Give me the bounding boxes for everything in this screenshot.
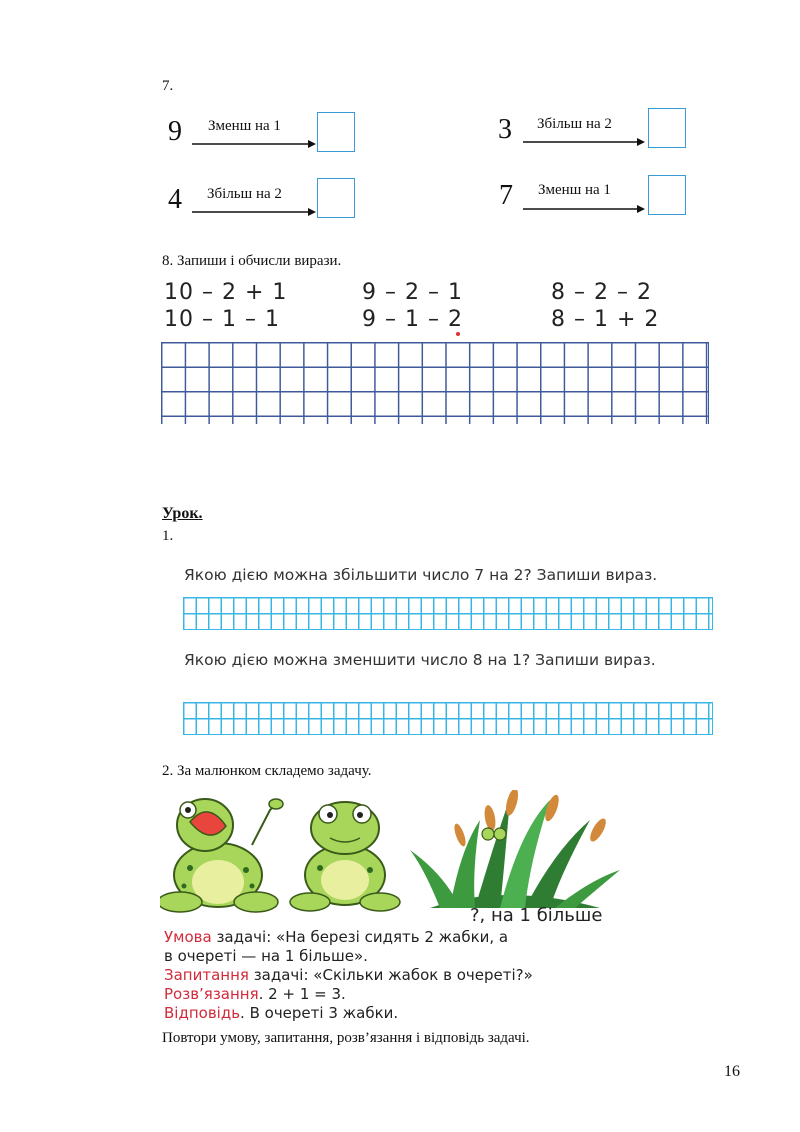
problem-statement (164, 928, 624, 1023)
exercise-7-number: 7. (162, 78, 174, 94)
repeat-instruction: Повтори умову, запитання, розв’язання і відповідь задачі. (162, 1030, 530, 1046)
expression: 10 – 2 + 1 (164, 280, 288, 305)
expression: 9 – 1 – 2 (362, 307, 463, 332)
exercise-8-title: 8. Запиши і обчисли вирази. (162, 253, 342, 269)
question-label: Запитання (164, 966, 249, 984)
operation-label: Зменш на 1 (208, 118, 281, 134)
operation-label: Збільш на 2 (207, 186, 282, 202)
red-dot (456, 332, 460, 336)
condition-label: Умова (164, 928, 212, 946)
question-decrease: Якою дією можна зменшити число 8 на 1? Запиши вираз. (184, 651, 656, 669)
start-number: 4 (168, 184, 182, 215)
answer-line (164, 1004, 624, 1023)
writing-grid[interactable] (161, 342, 709, 424)
expression: 8 – 1 + 2 (551, 307, 660, 332)
expression: 8 – 2 – 2 (551, 280, 652, 305)
answer-label: Відповідь (164, 1004, 241, 1022)
lesson-title: Урок. (162, 505, 203, 522)
operation-label: Збільш на 2 (537, 116, 612, 132)
condition-line (164, 928, 624, 947)
reeds-icon (410, 790, 620, 908)
answer-box[interactable] (648, 175, 686, 215)
expression: 9 – 2 – 1 (362, 280, 463, 305)
operation-label: Зменш на 1 (538, 182, 611, 198)
answer-grid[interactable] (183, 597, 713, 630)
condition-line-2: в очереті — на 1 більше». (164, 947, 368, 965)
arrow-icon (523, 203, 645, 215)
start-number: 7 (499, 180, 513, 211)
start-number: 9 (168, 116, 182, 147)
arrow-icon (192, 138, 316, 150)
answer-box[interactable] (317, 112, 355, 152)
answer-box[interactable] (317, 178, 355, 218)
solution-label: Розв’язання (164, 985, 259, 1003)
task-1-number: 1. (162, 528, 174, 544)
page-number: 16 (724, 1063, 740, 1080)
solution-text: . 2 + 1 = 3. (258, 985, 346, 1003)
answer-grid[interactable] (183, 702, 713, 735)
condition-text: задачі: «На березі сидять 2 жабки, а (211, 928, 509, 946)
picture-caption: ?, на 1 більше (470, 905, 603, 926)
solution-line (164, 985, 624, 1004)
answer-box[interactable] (648, 108, 686, 148)
arrow-icon (192, 206, 316, 218)
frog-icon (290, 802, 400, 911)
start-number: 3 (498, 114, 512, 145)
frog-icon (160, 799, 283, 912)
question-text: задачі: «Скільки жабок в очереті?» (248, 966, 533, 984)
answer-text: . В очереті 3 жабки. (240, 1004, 399, 1022)
expression: 10 – 1 – 1 (164, 307, 280, 332)
arrow-icon (523, 136, 645, 148)
task-2-title: 2. За малюнком складемо задачу. (162, 763, 372, 779)
question-increase: Якою дією можна збільшити число 7 на 2? Запиши вираз. (184, 566, 658, 584)
question-line (164, 966, 624, 985)
